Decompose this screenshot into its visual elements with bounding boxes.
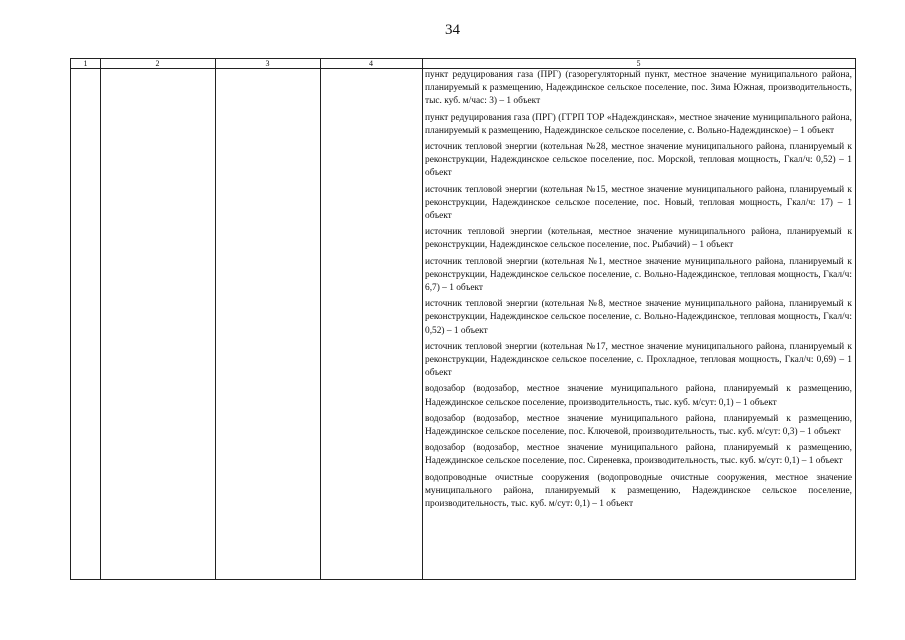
table-entry: водозабор (водозабор, местное значение муниципального района, планируемый к размещению, Надеждинское сельское поселение, пос. Ключевой, производительность, тыс. куб. м/сут: 0,3) – 1 объект [425,413,852,438]
column-divider [100,59,101,579]
column-5-content [425,69,852,514]
table-entry: источник тепловой энергии (котельная №8, местное значение муниципального района, планируемый к реконструкции, Надеждинское сельское поселение, с. Вольно-Надеждинское, тепловая мощность, Гкал/ч: 0,52) – 1 объект [425,299,852,336]
column-divider [215,59,216,579]
column-divider [422,59,423,579]
column-header-1: 1 [83,59,88,68]
table-entry: пункт редуцирования газа (ПРГ) (ГГРП ТОР «Надеждинская», местное значение муниципального района, планируемый к размещению, Надеждинское сельское поселение, с. Вольно-Надеждинское) – 1 объект [425,112,852,136]
table-entry: источник тепловой энергии (котельная, местное значение муниципального района, планируемый к реконструкции, Надеждинское сельское поселение, пос. Рыбачий) – 1 объект [425,227,852,251]
column-header-3: 3 [265,59,270,68]
column-header-4: 4 [369,59,373,68]
table-entry: водозабор (водозабор, местное значение муниципального района, планируемый к размещению, Надеждинское сельское поселение, производительность, тыс. куб. м/сут: 0,1) – 1 объект [425,384,852,408]
table-entry: источник тепловой энергии (котельная №17, местное значение муниципального района, планируемый к реконструкции, Надеждинское сельское поселение, с. Прохладное, тепловая мощность, Гкал/ч: 0,69) – 1 объект [425,341,852,379]
table-entry: источник тепловой энергии (котельная №15, местное значение муниципального района, планируемый к реконструкции, Надеждинское сельское поселение, пос. Новый, тепловая мощность, Гкал/ч: 17) – 1 объект [425,184,852,222]
column-header-2: 2 [155,59,160,68]
document-table [70,58,856,580]
column-header-5: 5 [636,59,641,68]
table-entry: источник тепловой энергии (котельная №28, местное значение муниципального района, планируемый к реконструкции, Надеждинское сельское поселение, пос. Морской, тепловая мощность, Гкал/ч: 0,52) – 1 объект [425,142,852,179]
table-entry: источник тепловой энергии (котельная №1, местное значение муниципального района, планируемый к реконструкции, Надеждинское сельское поселение, с. Вольно-Надеждинское, тепловая мощность, Гкал/ч: 6,7) – 1 объект [425,256,852,294]
table-entry: водозабор (водозабор, местное значение муниципального района, планируемый к размещению, Надеждинское сельское поселение, пос. Сиреневка, производительность, тыс. куб. м/сут: 0,1) – 1 объект [425,443,852,467]
page-number: 34 [445,22,460,38]
column-divider [320,59,321,579]
table-entry: водопроводные очистные сооружения (водопроводные очистные сооружения, местное значение муниципального района, планируемый к размещению, Надеждинское сельское поселение, производительность, тыс. куб. м/сут: 0,1) – 1 объект [425,472,852,510]
table-entry: пункт редуцирования газа (ПРГ) (газорегуляторный пункт, местное значение муниципального района, планируемый к размещению, Надеждинское сельское поселение, пос. Зима Южная, производительность, тыс. куб. м/час: 3) – 1 объект [425,70,852,107]
table-header-row [71,59,855,69]
